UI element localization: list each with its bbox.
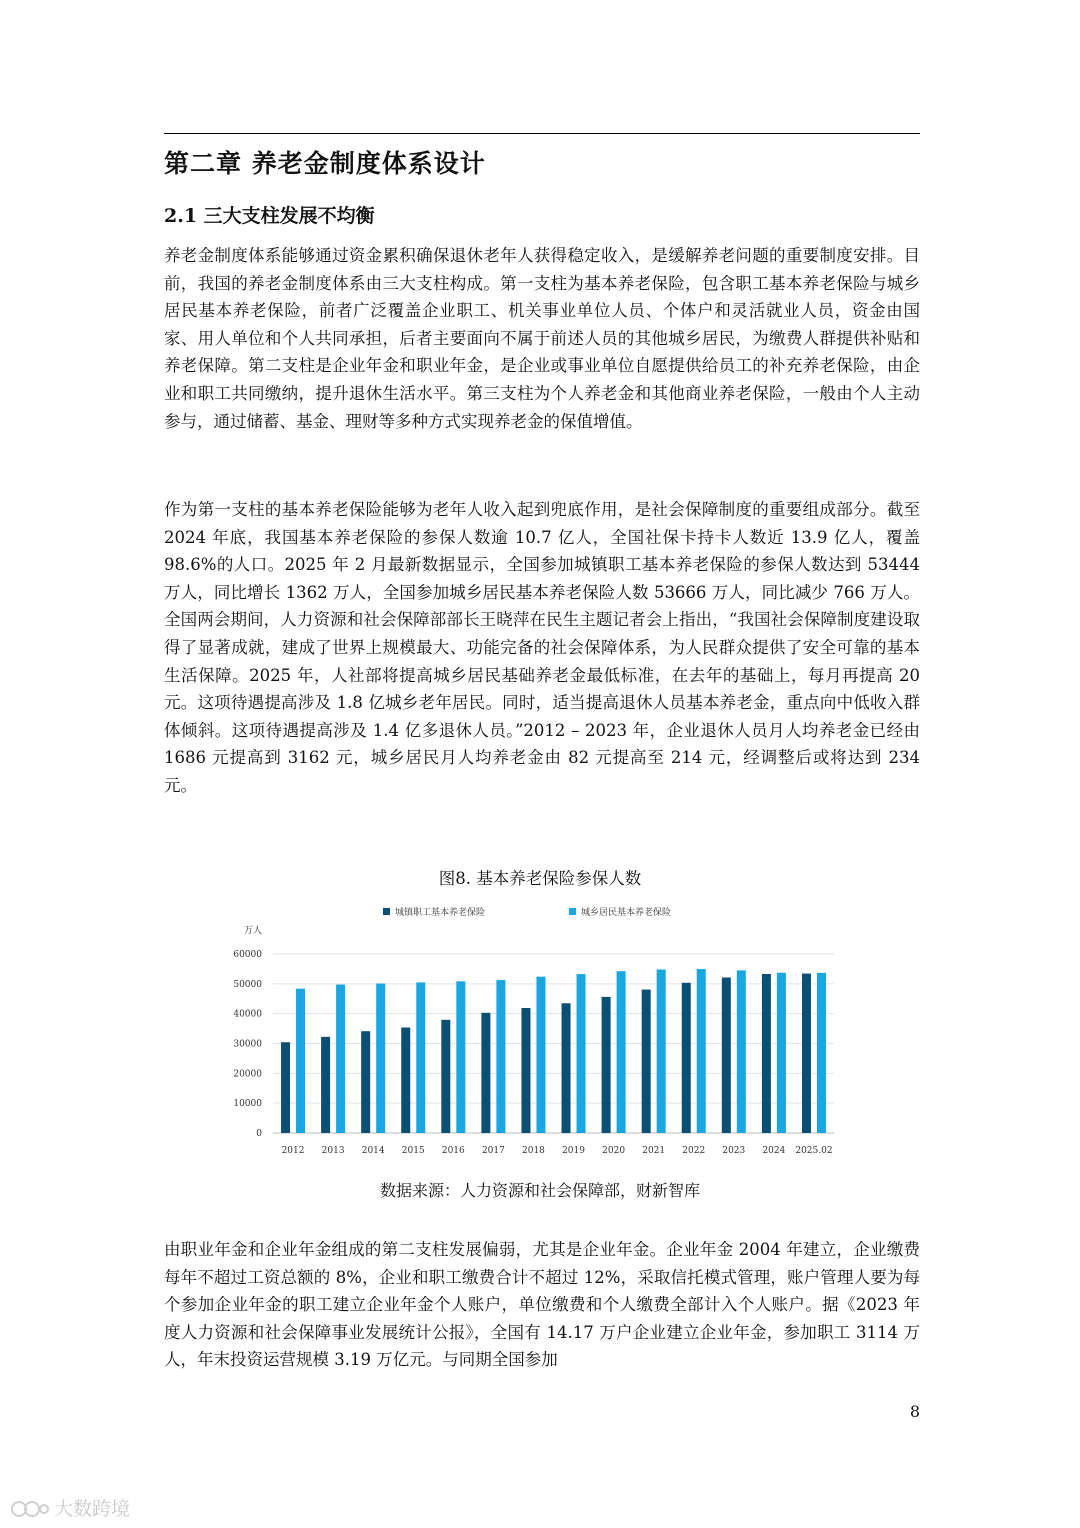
legend-label: 城镇职工基本养老保险	[395, 908, 486, 918]
section-title: 2.1 三大支柱发展不均衡	[164, 205, 375, 227]
page-number: 8	[909, 1402, 920, 1421]
bar	[376, 984, 385, 1133]
x-tick-label: 2016	[441, 1146, 465, 1156]
y-tick-label: 60000	[233, 950, 262, 960]
bar	[762, 974, 771, 1133]
x-tick-label: 2012	[281, 1146, 305, 1156]
figure-caption: 图8. 基本养老保险参保人数	[438, 869, 642, 888]
bar	[777, 973, 786, 1133]
bar	[577, 974, 586, 1133]
bar	[296, 989, 305, 1133]
bar	[281, 1042, 290, 1133]
bar	[802, 974, 811, 1133]
x-tick-label: 2020	[602, 1146, 626, 1156]
bar	[336, 985, 345, 1133]
bar	[617, 971, 626, 1133]
y-axis-unit: 万人	[244, 926, 263, 936]
bar	[496, 980, 505, 1133]
bar	[536, 977, 545, 1133]
bar	[737, 970, 746, 1133]
bar	[361, 1031, 370, 1133]
y-tick-label: 50000	[233, 979, 262, 990]
bar	[697, 969, 706, 1133]
legend-label: 城乡居民基本养老保险	[581, 908, 672, 918]
legend-swatch	[569, 908, 576, 915]
y-tick-label: 40000	[233, 1009, 262, 1020]
x-tick-label: 2022	[682, 1146, 706, 1156]
watermark-logo-icon	[10, 1497, 50, 1519]
paragraph-second-pillar: 由职业年金和企业年金组成的第二支柱发展偏弱，尤其是企业年金。企业年金 2004 年建立，企业缴费每年不超过工资总额的 8%，企业和职工缴费合计不超过 12%，采取信托模式管理，账户管理人要为每个参加企业年金的职工建立企业年金个人账户，单位缴费和个人缴费全部计入个人账户。据《2023 年度人力资源和社会保障事业发展统计公报》，全国有 14.17 万户企业建立企业年金，参加职工 3114 万人，年末投资运营规模 3.19 万亿元。与同期全国参加	[164, 1240, 920, 1370]
bar	[642, 990, 651, 1133]
x-tick-label: 2015	[401, 1146, 425, 1156]
bar	[441, 1020, 450, 1133]
x-tick-label: 2013	[321, 1146, 345, 1156]
x-tick-label: 2021	[642, 1146, 666, 1156]
bar	[321, 1037, 330, 1133]
bar	[817, 973, 826, 1133]
bar	[562, 1003, 571, 1133]
x-tick-label: 2024	[762, 1146, 786, 1156]
bar	[456, 981, 465, 1133]
chapter-title: 第二章 养老金制度体系设计	[164, 149, 486, 178]
paragraph-first-pillar: 作为第一支柱的基本养老保险能够为老年人收入起到兜底作用，是社会保障制度的重要组成部分。截至 2024 年底，我国基本养老保险的参保人数逾 10.7 亿人，全国社保卡持卡人数近 13.9 亿人，覆盖 98.6%的人口。2025 年 2 月最新数据显示，全国参加城镇职工基本养老保险的参保人数达到 53444 万人，同比增长 1362 万人，全国参加城乡居民基本养老保险人数 53666 万人，同比减少 766 万人。全国两会期间，人力资源和社会保障部部长王晓萍在民生主题记者会上指出，“我国社会保障制度建设取得了显著成就，建成了世界上规模最大、功能完备的社会保障体系，为人民群众提供了安全可靠的基本生活保障。2025 年，人社部将提高城乡居民基础养老金最低标准，在去年的基础上，每月再提高 20 元。这项待遇提高涉及 1.8 亿城乡老年居民。同时，适当提高退休人员基本养老金，重点向中低收入群体倾斜。这项待遇提高涉及 1.4 亿多退休人员。”2012 – 2023 年，企业退休人员月人均养老金已经由 1686 元提高到 3162 元，城乡居民月人均养老金由 82 元提高至 214 元，经调整后或将达到 234 元。	[164, 500, 920, 795]
x-tick-label: 2023	[722, 1146, 746, 1156]
x-tick-label: 2014	[361, 1146, 385, 1156]
bar	[722, 978, 731, 1133]
bar	[521, 1008, 530, 1133]
bar	[481, 1013, 490, 1133]
bar	[657, 970, 666, 1133]
legend-swatch	[383, 908, 390, 915]
x-tick-label: 2025.02	[795, 1146, 833, 1156]
y-tick-label: 0	[256, 1129, 262, 1139]
watermark-text: 大数跨境	[54, 1498, 131, 1520]
bar	[602, 997, 611, 1133]
y-tick-label: 20000	[233, 1069, 262, 1080]
bar	[401, 1028, 410, 1133]
x-tick-label: 2017	[481, 1146, 505, 1156]
watermark	[10, 1494, 130, 1521]
y-tick-label: 30000	[233, 1039, 262, 1050]
bar	[682, 983, 691, 1133]
y-tick-label: 10000	[233, 1099, 262, 1110]
paragraph-three-pillars: 养老金制度体系能够通过资金累积确保退休老年人获得稳定收入，是缓解养老问题的重要制度安排。目前，我国的养老金制度体系由三大支柱构成。第一支柱为基本养老保险，包含职工基本养老保险与城乡居民基本养老保险，前者广泛覆盖企业职工、机关事业单位人员、个体户和灵活就业人员，资金由国家、用人单位和个人共同承担，后者主要面向不属于前述人员的其他城乡居民，为缴费人群提供补贴和养老保障。第二支柱是企业年金和职业年金，是企业或事业单位自愿提供给员工的补充养老保险，由企业和职工共同缴纳，提升退休生活水平。第三支柱为个人养老金和其他商业养老保险，一般由个人主动参与，通过储蓄、基金、理财等多种方式实现养老金的保值增值。	[164, 246, 920, 431]
bar	[416, 982, 425, 1133]
figure-source: 数据来源：人力资源和社会保障部，财新智库	[379, 1181, 700, 1200]
x-tick-label: 2018	[522, 1146, 545, 1156]
x-tick-label: 2019	[562, 1146, 585, 1156]
